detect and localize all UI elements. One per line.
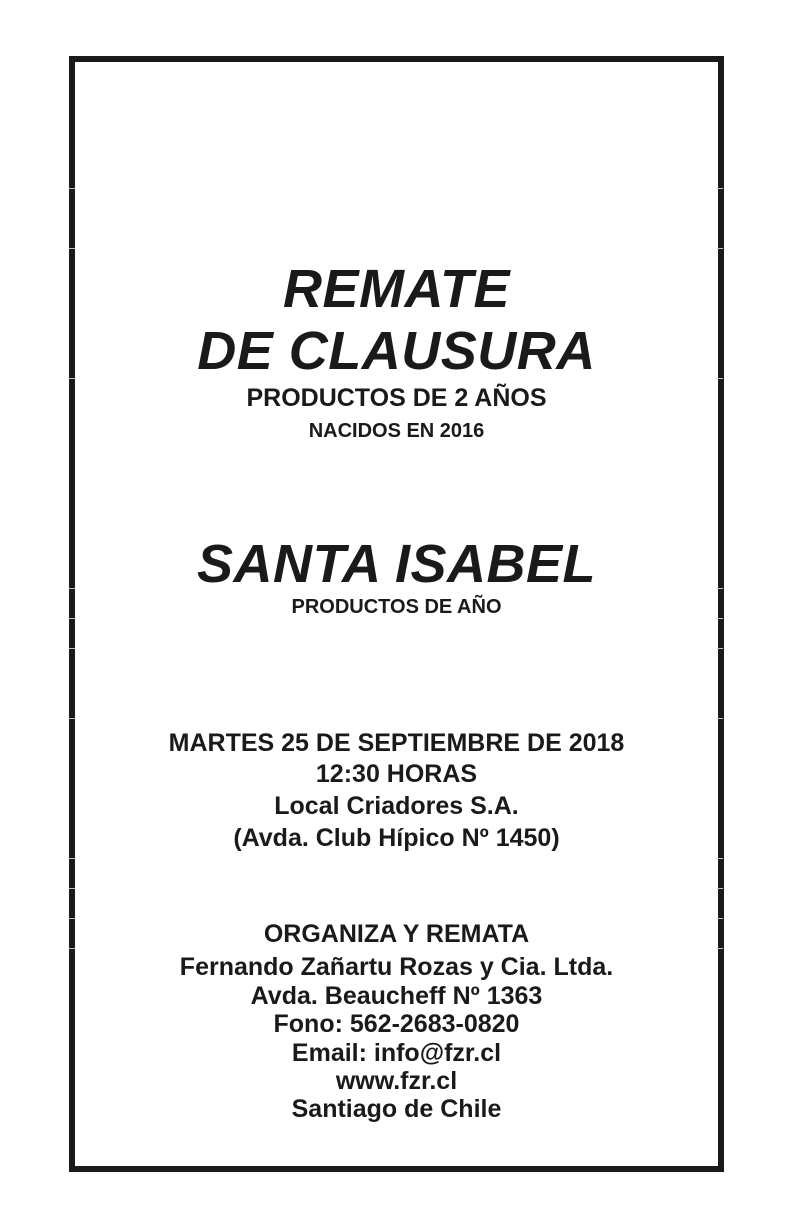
auction-title-line-2: DE CLAUSURA: [197, 321, 596, 381]
edge-mark: [69, 248, 75, 249]
organizer-phone: Fono: 562-2683-0820: [273, 1010, 520, 1038]
event-venue: Local Criadores S.A.: [274, 792, 519, 820]
auction-products: PRODUCTOS DE 2 AÑOS: [246, 384, 547, 412]
edge-mark: [69, 618, 75, 619]
edge-mark: [717, 378, 723, 379]
edge-mark: [69, 918, 75, 919]
edge-mark: [717, 858, 723, 859]
edge-mark: [717, 248, 723, 249]
edge-mark: [69, 378, 75, 379]
edge-mark: [69, 718, 75, 719]
stud-name: SANTA ISABEL: [196, 534, 596, 594]
event-date: MARTES 25 DE SEPTIEMBRE DE 2018: [168, 729, 625, 757]
auction-title-line-1: REMATE: [283, 259, 510, 319]
edge-mark: [69, 858, 75, 859]
edge-mark: [717, 718, 723, 719]
organizer-website: www.fzr.cl: [335, 1067, 458, 1095]
organizer-heading: ORGANIZA Y REMATA: [263, 920, 530, 948]
edge-mark: [69, 888, 75, 889]
edge-mark: [717, 888, 723, 889]
edge-mark: [69, 648, 75, 649]
stud-products: PRODUCTOS DE AÑO: [291, 596, 502, 618]
event-address: (Avda. Club Hípico Nº 1450): [233, 824, 560, 852]
organizer-company: Fernando Zañartu Rozas y Cia. Ltda.: [179, 953, 614, 981]
event-time: 12:30 HORAS: [315, 760, 478, 788]
auction-born-year: NACIDOS EN 2016: [308, 420, 485, 442]
organizer-address: Avda. Beaucheff Nº 1363: [250, 982, 543, 1010]
edge-mark: [717, 918, 723, 919]
edge-mark: [717, 618, 723, 619]
edge-mark: [717, 188, 723, 189]
edge-mark: [69, 948, 75, 949]
edge-mark: [717, 648, 723, 649]
organizer-city: Santiago de Chile: [291, 1095, 502, 1123]
edge-mark: [717, 948, 723, 949]
organizer-email: Email: info@fzr.cl: [291, 1039, 502, 1067]
edge-mark: [69, 188, 75, 189]
